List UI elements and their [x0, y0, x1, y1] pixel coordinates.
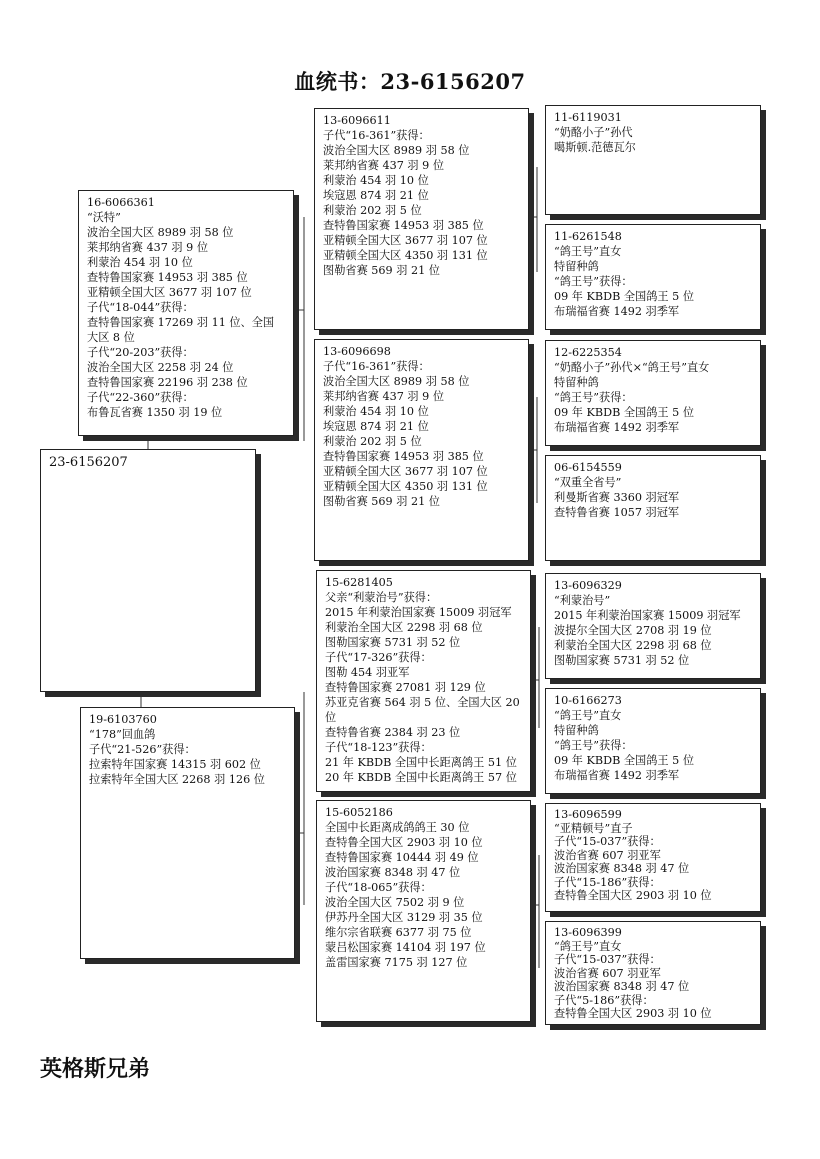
dd-line: 蒙吕松国家赛 14104 羽 197 位: [325, 941, 486, 954]
connector-dd-parents: [531, 855, 539, 968]
ds-line: 21 年 KBDB 全国中长距离鸽王 51 位: [325, 756, 517, 769]
sire-line: 子代“22-360”获得：: [87, 391, 194, 404]
sds-line: 09 年 KBDB 全国鸽王 5 位: [554, 406, 695, 419]
sire-line: “沃特”: [87, 211, 121, 224]
sdd-card: [545, 455, 761, 561]
dd-line: 伊苏丹全国大区 3129 羽 35 位: [325, 911, 483, 924]
subject-pigeon-card: [40, 449, 256, 692]
sire-line: 波治全国大区 8989 羽 58 位: [87, 226, 234, 239]
dd-line: 盖雷国家赛 7175 羽 127 位: [325, 956, 468, 969]
sss-card: [545, 105, 761, 215]
ss-line: 利蒙治 454 羽 10 位: [323, 174, 429, 187]
connector-ss-parents: [529, 167, 537, 272]
ss-card: [314, 108, 529, 330]
dd-line: 查特鲁全国大区 2903 羽 10 位: [325, 836, 483, 849]
dam-card: [80, 707, 295, 959]
dd-line: 全国中长距离成鸽鸽王 30 位: [325, 821, 470, 834]
sds-line: “奶酪小子”孙代×“鸽王号”直女: [554, 361, 710, 374]
sds-line: 特留种鸽: [554, 376, 599, 389]
sire-card: [78, 190, 294, 436]
sd-line: 子代“16-361”获得：: [323, 360, 430, 373]
connector-sd-parents: [529, 397, 537, 503]
ddd-line: “鸽王号”直女: [554, 939, 622, 953]
ss-line: 查特鲁国家赛 14953 羽 385 位: [323, 219, 484, 232]
connector-ds-parents: [531, 627, 539, 728]
dds-line: 子代“15-186”获得：: [554, 875, 661, 889]
dd-line: 维尔宗省联赛 6377 羽 75 位: [325, 926, 472, 939]
sds-line: 布瑞福省赛 1492 羽季军: [554, 421, 680, 434]
dss-card: [545, 573, 761, 679]
dsd-line: “鸽王号”获得：: [554, 739, 633, 752]
sds-ring-number: 12-6225354: [554, 346, 622, 359]
ds-line: 子代“17-326”获得：: [325, 651, 432, 664]
dss-ring-number: 13-6096329: [554, 579, 622, 592]
dd-line: 查特鲁国家赛 10444 羽 49 位: [325, 851, 479, 864]
dss-line: 利蒙治全国大区 2298 羽 68 位: [554, 639, 712, 652]
dds-line: 波治省赛 607 羽亚军: [554, 848, 661, 862]
ds-line: 20 年 KBDB 全国中长距离鸽王 57 位: [325, 771, 517, 784]
ssd-line: “鸽王号”直女: [554, 245, 622, 258]
ssd-line: “鸽王号”获得：: [554, 275, 633, 288]
connector-dam-parents: [295, 692, 304, 905]
dd-line: 波治国家赛 8348 羽 47 位: [325, 866, 461, 879]
sds-line: “鸽王号”获得：: [554, 391, 633, 404]
sd-line: 亚精顿全国大区 3677 羽 107 位: [323, 465, 488, 478]
sire-ring-number: 16-6066361: [87, 196, 155, 209]
ss-line: 利蒙治 202 羽 5 位: [323, 204, 422, 217]
dam-line: “178”回血鸽: [89, 728, 156, 741]
ds-line: 子代“18-123”获得：: [325, 741, 432, 754]
sire-line: 查特鲁国家赛 17269 羽 11 位、全国大区 8 位: [87, 316, 275, 344]
dsd-line: 特留种鸽: [554, 724, 599, 737]
sire-line: 子代“20-203”获得：: [87, 346, 194, 359]
sd-line: 查特鲁国家赛 14953 羽 385 位: [323, 450, 484, 463]
dam-line: 拉索特年全国大区 2268 羽 126 位: [89, 773, 265, 786]
ssd-line: 09 年 KBDB 全国鸽王 5 位: [554, 290, 695, 303]
dss-line: 图勒国家赛 5731 羽 52 位: [554, 654, 690, 667]
sire-line: 查特鲁国家赛 14953 羽 385 位: [87, 271, 248, 284]
sss-line: 噶斯顿.范德瓦尔: [554, 141, 636, 154]
dss-line: “利蒙治号”: [554, 594, 611, 607]
sire-line: 子代“18-044”获得：: [87, 301, 194, 314]
dam-line: 子代“21-526”获得：: [89, 743, 196, 756]
dds-card: [545, 803, 761, 912]
breeder-name: 英格斯兄弟: [40, 1056, 151, 1082]
dsd-line: 09 年 KBDB 全国鸽王 5 位: [554, 754, 695, 767]
ddd-line: 子代“15-037”获得：: [554, 953, 661, 966]
dam-ring-number: 19-6103760: [89, 713, 157, 726]
ds-line: 苏亚克省赛 564 羽 5 位、全国大区 20 位: [325, 696, 524, 724]
connector-sire-parents: [294, 217, 304, 441]
sd-ring-number: 13-6096698: [323, 345, 391, 358]
sire-line: 查特鲁国家赛 22196 羽 238 位: [87, 376, 248, 389]
sdd-line: 利曼斯省赛 3360 羽冠军: [554, 491, 680, 504]
ddd-card: [545, 921, 761, 1025]
ds-card: [316, 570, 531, 792]
ds-line: 查特鲁国家赛 27081 羽 129 位: [325, 681, 486, 694]
dds-line: 子代“15-037”获得：: [554, 835, 661, 848]
ddd-line: 波治省赛 607 羽亚军: [554, 966, 661, 980]
ss-ring-number: 13-6096611: [323, 114, 391, 127]
dd-line: 波治全国大区 7502 羽 9 位: [325, 896, 465, 909]
ddd-line: 波治国家赛 8348 羽 47 位: [554, 980, 690, 993]
sire-line: 利蒙治 454 羽 10 位: [87, 256, 193, 269]
sd-line: 亚精顿全国大区 4350 羽 131 位: [323, 480, 488, 493]
sd-card: [314, 339, 529, 561]
dds-line: 波治国家赛 8348 羽 47 位: [554, 862, 690, 875]
dd-ring-number: 15-6052186: [325, 806, 393, 819]
dds-line: 查特鲁全国大区 2903 羽 10 位: [554, 889, 712, 902]
subject-ring-number: 23-6156207: [49, 455, 128, 470]
ss-line: 亚精顿全国大区 4350 羽 131 位: [323, 249, 488, 262]
sire-line: 波治全国大区 2258 羽 24 位: [87, 361, 234, 374]
ss-line: 子代“16-361”获得：: [323, 129, 430, 142]
ssd-card: [545, 224, 761, 330]
ss-line: 图勒省赛 569 羽 21 位: [323, 264, 440, 277]
ddd-line: 查特鲁全国大区 2903 羽 10 位: [554, 1007, 712, 1020]
sd-line: 埃寇恩 874 羽 21 位: [323, 420, 429, 433]
sire-line: 莱邦纳省赛 437 羽 9 位: [87, 241, 209, 254]
ds-line: 利蒙治全国大区 2298 羽 68 位: [325, 621, 483, 634]
dsd-ring-number: 10-6166273: [554, 694, 622, 707]
ds-line: 查特鲁省赛 2384 羽 23 位: [325, 726, 461, 739]
ss-line: 亚精顿全国大区 3677 羽 107 位: [323, 234, 488, 247]
ssd-line: 特留种鸽: [554, 260, 599, 273]
sd-line: 波治全国大区 8989 羽 58 位: [323, 375, 470, 388]
ss-line: 莱邦纳省赛 437 羽 9 位: [323, 159, 445, 172]
sss-ring-number: 11-6119031: [554, 111, 622, 124]
sd-line: 利蒙治 454 羽 10 位: [323, 405, 429, 418]
sire-line: 亚精顿全国大区 3677 羽 107 位: [87, 286, 252, 299]
ssd-line: 布瑞福省赛 1492 羽季军: [554, 305, 680, 318]
ss-line: 波治全国大区 8989 羽 58 位: [323, 144, 470, 157]
page-title: 血统书：23-6156207: [294, 69, 526, 94]
ddd-ring-number: 13-6096399: [554, 926, 622, 939]
ds-line: 2015 年利蒙治国家赛 15009 羽冠军: [325, 606, 512, 619]
dsd-card: [545, 688, 761, 794]
dam-line: 拉索特年国家赛 14315 羽 602 位: [89, 758, 261, 771]
sds-card: [545, 340, 761, 446]
ds-ring-number: 15-6281405: [325, 576, 393, 589]
sd-line: 图勒省赛 569 羽 21 位: [323, 495, 440, 508]
sdd-ring-number: 06-6154559: [554, 461, 622, 474]
sd-line: 利蒙治 202 羽 5 位: [323, 435, 422, 448]
sdd-line: 查特鲁省赛 1057 羽冠军: [554, 506, 680, 519]
sdd-line: “双重全省号”: [554, 476, 622, 489]
dds-line: “亚精顿号”直子: [554, 821, 633, 835]
ds-line: 图勒国家赛 5731 羽 52 位: [325, 636, 461, 649]
dss-line: 2015 年利蒙治国家赛 15009 羽冠军: [554, 609, 741, 622]
sss-line: “奶酪小子”孙代: [554, 126, 633, 139]
dsd-line: 布瑞福省赛 1492 羽季军: [554, 769, 680, 782]
ds-line: 父亲“利蒙治号”获得：: [325, 591, 438, 604]
dd-card: [316, 800, 531, 1022]
sire-line: 布鲁瓦省赛 1350 羽 19 位: [87, 406, 223, 419]
dsd-line: “鸽王号”直女: [554, 709, 622, 722]
ds-line: 图勒 454 羽亚军: [325, 666, 410, 679]
ssd-ring-number: 11-6261548: [554, 230, 622, 243]
dd-line: 子代“18-065”获得：: [325, 881, 432, 894]
sd-line: 莱邦纳省赛 437 羽 9 位: [323, 390, 445, 403]
ddd-line: 子代“5-186”获得：: [554, 993, 654, 1007]
dss-line: 波提尔全国大区 2708 羽 19 位: [554, 624, 712, 637]
dds-ring-number: 13-6096599: [554, 808, 622, 821]
ss-line: 埃寇恩 874 羽 21 位: [323, 189, 429, 202]
